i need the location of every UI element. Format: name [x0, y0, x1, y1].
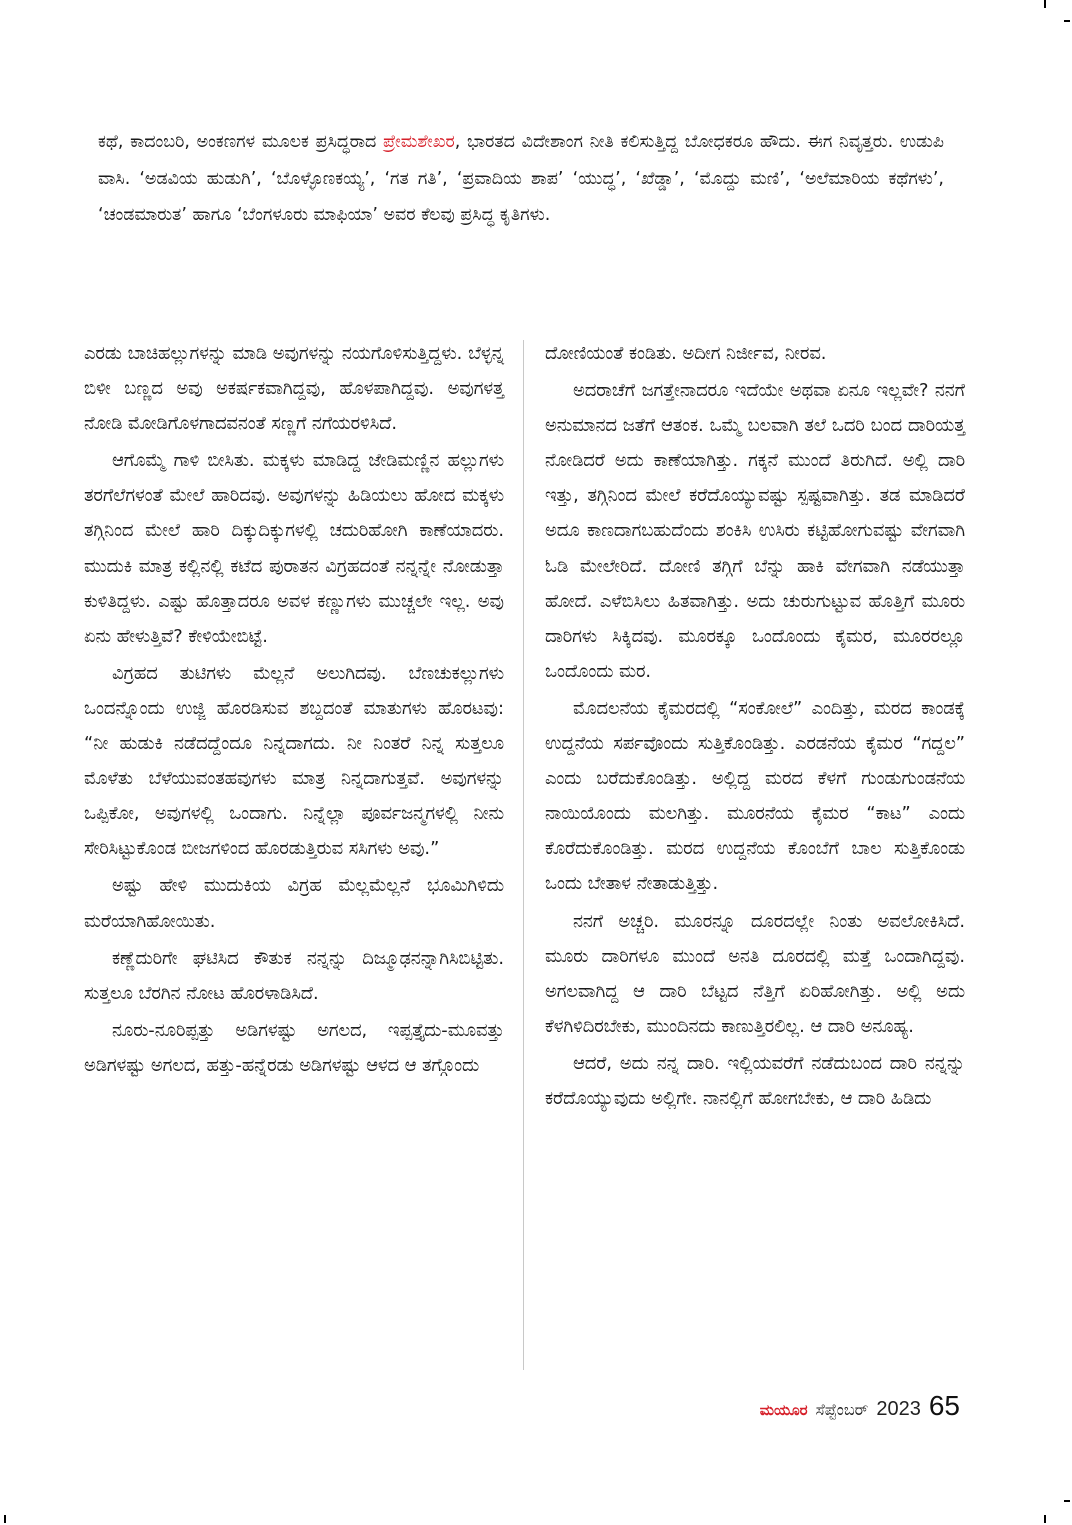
page-footer: [760, 1390, 960, 1422]
magazine-logo: ಮಯೂರ: [759, 1401, 808, 1419]
right-column: [545, 336, 965, 1118]
author-name: ಪ್ರೇಮಶೇಖರ: [383, 132, 455, 152]
left-column: [84, 336, 504, 1085]
bio-pre: ಕಥೆ, ಕಾದಂಬರಿ, ಅಂಕಣಗಳ ಮೂಲಕ ಪ್ರಸಿದ್ಧರಾದ: [98, 132, 384, 152]
paragraph: ಆಗೊಮ್ಮೆ ಗಾಳಿ ಬೀಸಿತು. ಮಕ್ಕಳು ಮಾಡಿದ್ದ ಜೇಡಿಮಣ್ಣಿನ ಹಲ್ಲುಗಳು ತರಗೆಲೆಗಳಂತೆ ಮೇಲೆ ಹಾರಿದವು. ಅವುಗಳನ್ನು ಹಿಡಿಯಲು ಹೋದ ಮಕ್ಕಳು ತಗ್ಗಿನಿಂದ ಮೇಲೆ ಹಾರಿ ದಿಕ್ಕುದಿಕ್ಕುಗಳಲ್ಲಿ ಚದುರಿಹೋಗಿ ಕಾಣೆಯಾದರು. ಮುದುಕಿ ಮಾತ್ರ ಕಲ್ಲಿನಲ್ಲಿ ಕಟೆದ ಪುರಾತನ ವಿಗ್ರಹದಂತೆ ನನ್ನನ್ನೇ ನೋಡುತ್ತಾ ಕುಳಿತಿದ್ದಳು. ಎಷ್ಟು ಹೊತ್ತಾದರೂ ಅವಳ ಕಣ್ಣುಗಳು ಮುಚ್ಚಲೇ ಇಲ್ಲ. ಅವು ಏನು ಹೇಳುತ್ತಿವೆ? ಕೇಳಿಯೇಬಿಟ್ಟೆ.: [84, 450, 504, 647]
paragraph: ವಿಗ್ರಹದ ತುಟಿಗಳು ಮೆಲ್ಲನೆ ಅಲುಗಿದವು. ಬೆಣಚುಕಲ್ಲುಗಳು ಒಂದನ್ನೊಂದು ಉಜ್ಜಿ ಹೊರಡಿಸುವ ಶಬ್ದದಂತೆ ಮಾತುಗಳು ಹೊರಟವು: “ನೀ ಹುಡುಕಿ ನಡೆದದ್ದೆಂದೂ ನಿನ್ನದಾಗದು. ನೀ ನಿಂತರೆ ನಿನ್ನ ಸುತ್ತಲೂ ಮೊಳೆತು ಬೆಳೆಯುವಂತಹವುಗಳು ಮಾತ್ರ ನಿನ್ನದಾಗುತ್ತವೆ. ಅವುಗಳನ್ನು ಒಪ್ಪಿಕೋ, ಅವುಗಳಲ್ಲಿ ಒಂದಾಗು. ನಿನ್ನೆಲ್ಲಾ ಪೂರ್ವಜನ್ಮಗಳಲ್ಲಿ ನೀನು ಸೇರಿಸಿಟ್ಟುಕೊಂಡ ಬೀಜಗಳಿಂದ ಹೊರಡುತ್ತಿರುವ ಸಸಿಗಳು ಅವು.”: [84, 662, 504, 860]
paragraph: ಅಷ್ಟು ಹೇಳಿ ಮುದುಕಿಯ ವಿಗ್ರಹ ಮೆಲ್ಲಮೆಲ್ಲನೆ ಭೂಮಿಗಿಳಿದು ಮರೆಯಾಗಿಹೋಯಿತು.: [84, 875, 504, 932]
paragraph: ಅದರಾಚೆಗೆ ಜಗತ್ತೇನಾದರೂ ಇದೆಯೇ ಅಥವಾ ಏನೂ ಇಲ್ಲವೇ? ನನಗೆ ಅನುಮಾನದ ಜತೆಗೆ ಆತಂಕ. ಒಮ್ಮೆ ಬಲವಾಗಿ ತಲೆ ಒದರಿ ಬಂದ ದಾರಿಯತ್ತ ನೋಡಿದರೆ ಅದು ಕಾಣೆಯಾಗಿತ್ತು. ಗಕ್ಕನೆ ಮುಂದೆ ತಿರುಗಿದೆ. ಅಲ್ಲಿ ದಾರಿ ಇತ್ತು, ತಗ್ಗಿನಿಂದ ಮೇಲೆ ಕರೆದೊಯ್ಯುವಷ್ಟು ಸ್ಪಷ್ಟವಾಗಿತ್ತು. ತಡ ಮಾಡಿದರೆ ಅದೂ ಕಾಣದಾಗಬಹುದೆಂದು ಶಂಕಿಸಿ ಉಸಿರು ಕಟ್ಟಿಹೋಗುವಷ್ಟು ವೇಗವಾಗಿ ಓಡಿ ಮೇಲೇರಿದೆ. ದೋಣಿ ತಗ್ಗಿಗೆ ಬೆನ್ನು ಹಾಕಿ ವೇಗವಾಗಿ ನಡೆಯುತ್ತಾ ಹೋದೆ. ಎಳೆಬಿಸಿಲು ಹಿತವಾಗಿತ್ತು. ಅದು ಚುರುಗುಟ್ಟುವ ಹೊತ್ತಿಗೆ ಮೂರು ದಾರಿಗಳು ಸಿಕ್ಕಿದವು. ಮೂರಕ್ಕೂ ಒಂದೊಂದು ಕೈಮರ, ಮೂರರಲ್ಲೂ ಒಂದೊಂದು ಮರ.: [545, 380, 965, 682]
paragraph: ಎರಡು ಬಾಚಿಹಲ್ಲುಗಳನ್ನು ಮಾಡಿ ಅವುಗಳನ್ನು ನಯಗೊಳಿಸುತ್ತಿದ್ದಳು. ಬೆಳ್ಳನ್ನ ಬಿಳೀ ಬಣ್ಣದ ಅವು ಅಕರ್ಷಕವಾಗಿದ್ದವು, ಹೊಳಪಾಗಿದ್ದವು. ಅವುಗಳತ್ತ ನೋಡಿ ಮೋಡಿಗೊಳಗಾದವನಂತೆ ಸಣ್ಣಗೆ ನಗೆಯರಳಿಸಿದೆ.: [84, 343, 504, 435]
paragraph: ನೂರು-ನೂರಿಪ್ಪತ್ತು ಅಡಿಗಳಷ್ಟು ಅಗಲದ, ಇಪ್ಪತ್ತೈದು-ಮೂವತ್ತು ಅಡಿಗಳಷ್ಟು ಅಗಲದ, ಹತ್ತು-ಹನ್ನೆರಡು ಅಡಿಗಳಷ್ಟು ಆಳದ ಆ ತಗ್ಗೊಂದು: [84, 1019, 504, 1076]
paragraph: ನನಗೆ ಅಚ್ಚರಿ. ಮೂರನ್ನೂ ದೂರದಲ್ಲೇ ನಿಂತು ಅವಲೋಕಿಸಿದೆ. ಮೂರು ದಾರಿಗಳೂ ಮುಂದೆ ಅನತಿ ದೂರದಲ್ಲಿ ಮತ್ತೆ ಒಂದಾಗಿದ್ದವು. ಅಗಲವಾಗಿದ್ದ ಆ ದಾರಿ ಬೆಟ್ಟದ ನೆತ್ತಿಗೆ ಏರಿಹೋಗಿತ್ತು. ಅಲ್ಲಿ ಅದು ಕೆಳಗಿಳಿದಿರಬೇಕು, ಮುಂದಿನದು ಕಾಣುತ್ತಿರಲಿಲ್ಲ. ಆ ದಾರಿ ಅನೂಹ್ಯ.: [545, 910, 965, 1037]
paragraph: ದೋಣಿಯಂತೆ ಕಂಡಿತು. ಅದೀಗ ನಿರ್ಜೀವ, ನೀರವ.: [545, 343, 827, 364]
bio-post: , ಭಾರತದ ವಿದೇಶಾಂಗ ನೀತಿ ಕಲಿಸುತ್ತಿದ್ದ ಬೋಧಕರೂ ಹೌದು. ಈಗ ನಿವೃತ್ತರು. ಉಡುಪಿ ವಾಸಿ. ‘ಅಡವಿಯ ಹುಡುಗಿ’, ‘ಬೊಳ್ಳೊಣಕಯ್ಯ’, ‘ಗತ ಗತಿ’, ‘ಪ್ರವಾದಿಯ ಶಾಪ’ ‘ಯುದ್ಧ’, ‘ಖೆಡ್ಡಾ’, ‘ಮೊದ್ದು ಮಣಿ’, ‘ಅಲೆಮಾರಿಯ ಕಥೆಗಳು’, ‘ಚಂಡಮಾರುತ’ ಹಾಗೂ ‘ಬೆಂಗಳೂರು ಮಾಫಿಯಾ’ ಅವರ ಕೆಲವು ಪ್ರಸಿದ್ಧ ಕೃತಿಗಳು.: [98, 132, 944, 225]
crop-mark-right-lower: [1064, 1500, 1070, 1502]
column-divider: [523, 340, 524, 1370]
crop-mark-bottom-left: [4, 1515, 6, 1523]
author-bio: [98, 124, 944, 234]
issue-year: 2023: [876, 1398, 921, 1420]
crop-mark-bottom-right: [1044, 1515, 1046, 1523]
crop-mark-top-right: [1044, 0, 1046, 8]
paragraph: ಕಣ್ಣೆದುರಿಗೇ ಘಟಿಸಿದ ಕೌತುಕ ನನ್ನನ್ನು ದಿಜ್ಮೂಢನನ್ನಾಗಿಸಿಬಿಟ್ಟಿತು. ಸುತ್ತಲೂ ಬೆರಗಿನ ನೋಟ ಹೊರಳಾಡಿಸಿದೆ.: [84, 947, 504, 1004]
page-number: 65: [928, 1390, 960, 1421]
crop-mark-right-upper: [1064, 20, 1070, 22]
issue-month: ಸೆಪ್ಟೆಂಬರ್: [815, 1400, 869, 1419]
paragraph: ಮೊದಲನೆಯ ಕೈಮರದಲ್ಲಿ “ಸಂಕೋಲೆ” ಎಂದಿತ್ತು, ಮರದ ಕಾಂಡಕ್ಕೆ ಉದ್ದನೆಯ ಸರ್ಪವೊಂದು ಸುತ್ತಿಕೊಂಡಿತ್ತು. ಎರಡನೆಯ ಕೈಮರ “ಗದ್ದಲ” ಎಂದು ಬರೆದುಕೊಂಡಿತ್ತು. ಅಲ್ಲಿದ್ದ ಮರದ ಕೆಳಗೆ ಗುಂಡುಗುಂಡನೆಯ ನಾಯಿಯೊಂದು ಮಲಗಿತ್ತು. ಮೂರನೆಯ ಕೈಮರ “ಕಾಟ” ಎಂದು ಕೊರೆದುಕೊಂಡಿತ್ತು. ಮರದ ಉದ್ದನೆಯ ಕೊಂಬೆಗೆ ಬಾಲ ಸುತ್ತಿಕೊಂಡು ಒಂದು ಬೇತಾಳ ನೇತಾಡುತ್ತಿತ್ತು.: [545, 697, 965, 895]
paragraph: ಆದರೆ, ಅದು ನನ್ನ ದಾರಿ. ಇಲ್ಲಿಯವರೆಗೆ ನಡೆದುಬಂದ ದಾರಿ ನನ್ನನ್ನು ಕರೆದೊಯ್ಯುವುದು ಅಲ್ಲಿಗೇ. ನಾನಲ್ಲಿಗೆ ಹೋಗಬೇಕು, ಆ ದಾರಿ ಹಿಡಿದು: [545, 1052, 965, 1109]
